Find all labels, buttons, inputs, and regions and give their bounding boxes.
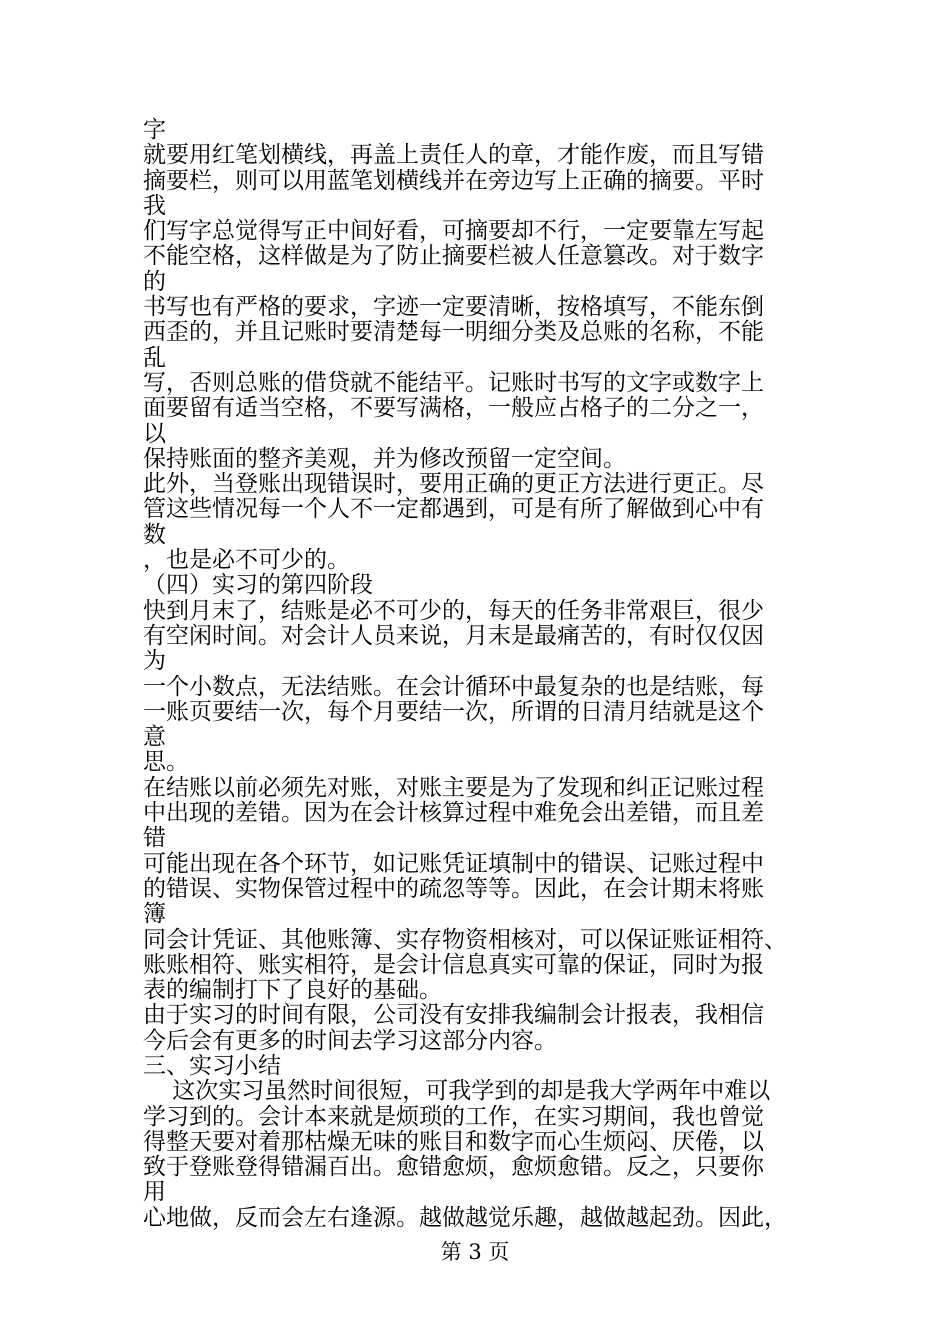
- text-line: 快到月末了，结账是必不可少的，每天的任务非常艰巨，很少: [143, 597, 764, 624]
- text-line: 表的编制打下了良好的基础。: [143, 977, 442, 1004]
- text-line: （四）实习的第四阶段: [143, 572, 373, 599]
- text-line: 一账页要结一次，每个月要结一次，所谓的日清月结就是这个: [143, 698, 764, 725]
- text-line: 书写也有严格的要求，字迹一定要清晰，按格填写，不能东倒: [143, 294, 764, 321]
- text-line: 三、实习小结: [143, 1052, 281, 1079]
- text-line: 可能出现在各个环节，如记账凭证填制中的错误、记账过程中: [143, 850, 764, 877]
- text-line: 管这些情况每一个人不一定都遇到，可是有所了解做到心中有: [143, 496, 764, 523]
- text-line: 意: [143, 724, 166, 751]
- body-text: [143, 118, 833, 1231]
- text-line: 以: [143, 420, 166, 447]
- text-line: 数: [143, 521, 166, 548]
- text-line: ，也是必不可少的。: [143, 547, 350, 574]
- text-line: 中出现的差错。因为在会计核算过程中难免会出差错，而且差: [143, 800, 764, 827]
- text-line: 们写字总觉得写正中间好看，可摘要却不行，一定要靠左写起: [143, 218, 764, 245]
- text-line: 摘要栏，则可以用蓝笔划横线并在旁边写上正确的摘要。平时: [143, 167, 764, 194]
- text-line: 今后会有更多的时间去学习这部分内容。: [143, 1027, 557, 1054]
- text-line: 保持账面的整齐美观，并为修改预留一定空间。: [143, 445, 626, 472]
- text-line: 簿: [143, 901, 166, 928]
- text-line: 账账相符、账实相符，是会计信息真实可靠的保证，同时为报: [143, 951, 764, 978]
- text-line: 学习到的。会计本来就是烦琐的工作，在实习期间，我也曾觉: [143, 1103, 764, 1130]
- page-number: 第 3 页: [440, 1240, 510, 1264]
- text-line: 此外，当登账出现错误时，要用正确的更正方法进行更正。尽: [143, 471, 764, 498]
- text-line: 心地做，反而会左右逢源。越做越觉乐趣，越做越起劲。因此，: [143, 1204, 787, 1231]
- text-line: 为: [143, 648, 166, 675]
- text-line: 思。: [143, 749, 189, 776]
- text-line: 就要用红笔划横线，再盖上责任人的章，才能作废，而且写错: [143, 142, 764, 169]
- text-line: 得整天要对着那枯燥无味的账目和数字而心生烦闷、厌倦，以: [143, 1128, 764, 1155]
- text-line: 的错误、实物保管过程中的疏忽等等。因此，在会计期末将账: [143, 875, 764, 902]
- text-line: 用: [143, 1179, 166, 1206]
- text-line: 面要留有适当空格，不要写满格，一般应占格子的二分之一，: [143, 395, 764, 422]
- text-line: 乱: [143, 344, 166, 371]
- text-line: 有空闲时间。对会计人员来说，月末是最痛苦的，有时仅仅因: [143, 622, 764, 649]
- text-line: 由于实习的时间有限，公司没有安排我编制会计报表，我相信: [143, 1002, 764, 1029]
- text-line: 错: [143, 825, 166, 852]
- text-line: 在结账以前必须先对账，对账主要是为了发现和纠正记账过程: [143, 774, 764, 801]
- text-line: 字: [143, 117, 166, 143]
- text-line: 这次实习虽然时间很短，可我学到的却是我大学两年中难以: [143, 1078, 771, 1105]
- text-line: 我: [143, 192, 166, 219]
- text-line: 一个小数点，无法结账。在会计循环中最复杂的也是结账，每: [143, 673, 764, 700]
- text-line: 不能空格，这样做是为了防止摘要栏被人任意篡改。对于数字: [143, 243, 764, 270]
- text-line: 写，否则总账的借贷就不能结平。记账时书写的文字或数字上: [143, 369, 764, 396]
- text-line: 同会计凭证、其他账簿、实存物资相核对，可以保证账证相符、: [143, 926, 787, 953]
- text-line: 的: [143, 268, 166, 295]
- text-line: 西歪的，并且记账时要清楚每一明细分类及总账的名称，不能: [143, 319, 764, 346]
- text-line: 致于登账登得错漏百出。愈错愈烦，愈烦愈错。反之，只要你: [143, 1154, 764, 1181]
